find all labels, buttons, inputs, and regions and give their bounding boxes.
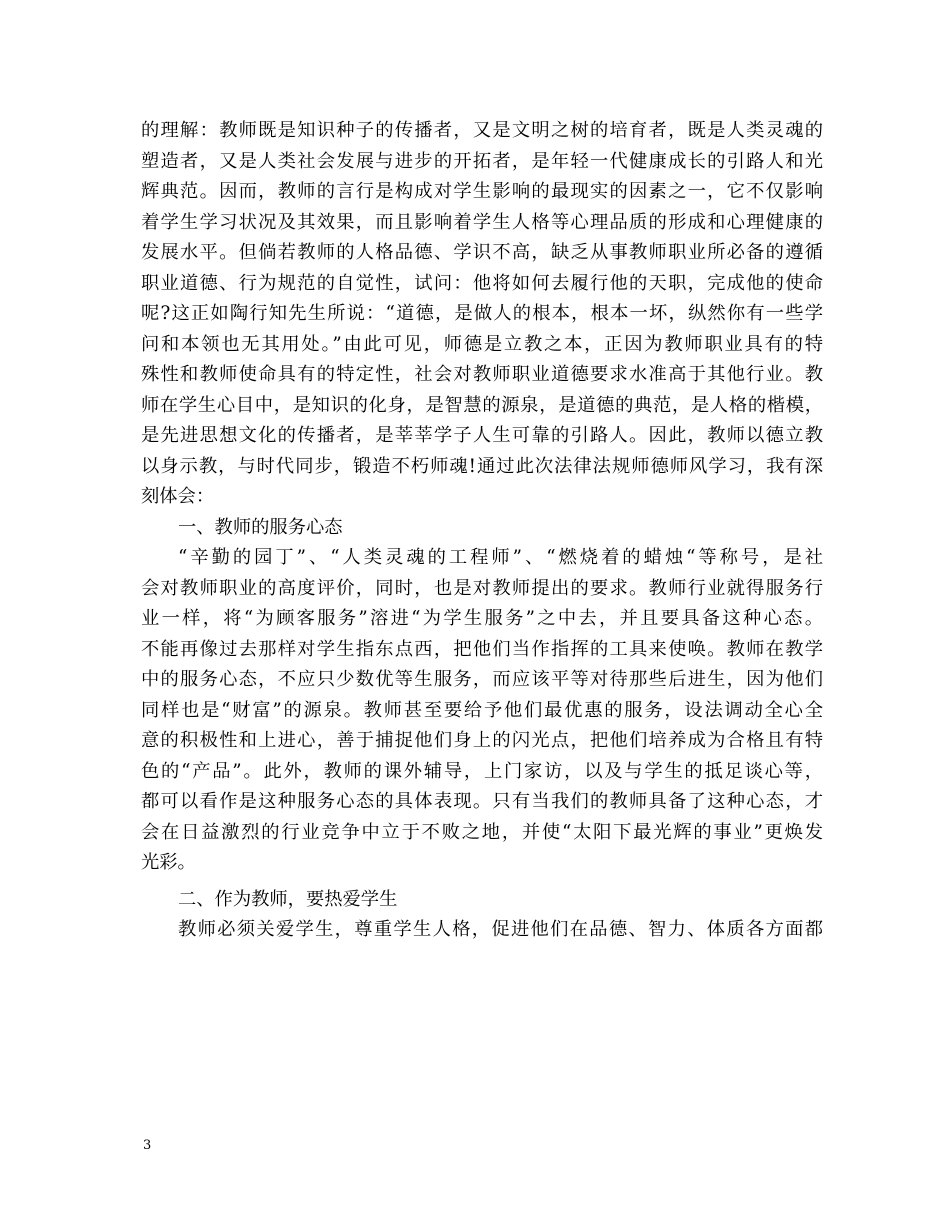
paragraph-line: 不能再像过去那样对学生指东点西，把他们当作指挥的工具来使唤。教师在教学: [141, 638, 823, 660]
paragraph-line: 光彩。: [141, 852, 196, 873]
paragraph-line: 的理解：教师既是知识种子的传播者，又是文明之树的培育者，既是人类灵魂的: [141, 120, 823, 141]
section-heading-love-students: 二、作为教师，要热爱学生: [178, 888, 398, 910]
paragraph-line: 教师必须关爱学生，尊重学生人格，促进他们在品德、智力、体质各方面都: [178, 919, 823, 940]
paragraph-line: 辉典范。因而，教师的言行是构成对学生影响的最现实的因素之一，它不仅影响: [141, 181, 823, 202]
page-number: 3: [143, 1138, 152, 1153]
paragraph-line: 着学生学习状况及其效果，而且影响着学生人格等心理品质的形成和心理健康的: [141, 211, 823, 233]
paragraph-line: 是先进思想文化的传播者，是莘莘学子人生可靠的引路人。因此，教师以德立教: [141, 425, 823, 446]
paragraph-line: 都可以看作是这种服务心态的具体表现。只有当我们的教师具备了这种心态，才: [141, 791, 823, 812]
paragraph-line: 塑造者，又是人类社会发展与进步的开拓者，是年轻一代健康成长的引路人和光: [141, 150, 823, 172]
paragraph-line: 殊性和教师使命具有的特定性，社会对教师职业道德要求水准高于其他行业。教: [141, 364, 823, 385]
paragraph-line: 发展水平。但倘若教师的人格品德、学识不高，缺乏从事教师职业所必备的遵循: [141, 242, 823, 263]
paragraph-line: 问和本领也无其用处。”由此可见，师德是立教之本，正因为教师职业具有的特: [141, 333, 823, 355]
document-body: [141, 116, 823, 946]
paragraph-line: 中的服务心态，不应只少数优等生服务，而应该平等对待那些后进生，因为他们: [141, 669, 823, 690]
paragraph-line: 会对教师职业的高度评价，同时，也是对教师提出的要求。教师行业就得服务行: [141, 577, 823, 599]
paragraph-line: 师在学生心目中，是知识的化身，是智慧的源泉，是道德的典范，是人格的楷模，: [141, 394, 823, 416]
paragraph-line: 刻体会：: [141, 486, 215, 507]
paragraph-line: 呢?这正如陶行知先生所说：“道德，是做人的根本，根本一坏，纵然你有一些学: [141, 303, 823, 324]
paragraph-line: 职业道德、行为规范的自觉性，试问：他将如何去履行他的天职，完成他的使命: [141, 272, 823, 294]
paragraph-line: 以身示教，与时代同步，锻造不朽师魂!通过此次法律法规师德师风学习，我有深: [141, 455, 823, 477]
paragraph-line: 意的积极性和上进心，善于捕捉他们身上的闪光点，把他们培养成为合格且有特: [141, 730, 823, 751]
paragraph-line: “辛勤的园丁”、“人类灵魂的工程师”、“燃烧着的蜡烛“等称号，是社: [178, 547, 823, 568]
paragraph-line: 业一样，将“为顾客服务”溶进“为学生服务”之中去，并且要具备这种心态。: [141, 608, 823, 629]
section-heading-service-attitude: 一、教师的服务心态: [178, 516, 343, 538]
paragraph-line: 同样也是“财富”的源泉。教师甚至要给予他们最优惠的服务，设法调动全心全: [141, 699, 823, 721]
paragraph-line: 会在日益激烈的行业竞争中立于不败之地，并使“太阳下最光辉的事业”更焕发: [141, 821, 823, 843]
paragraph-line: 色的“产品”。此外，教师的课外辅导，上门家访，以及与学生的抵足谈心等，: [141, 760, 823, 782]
